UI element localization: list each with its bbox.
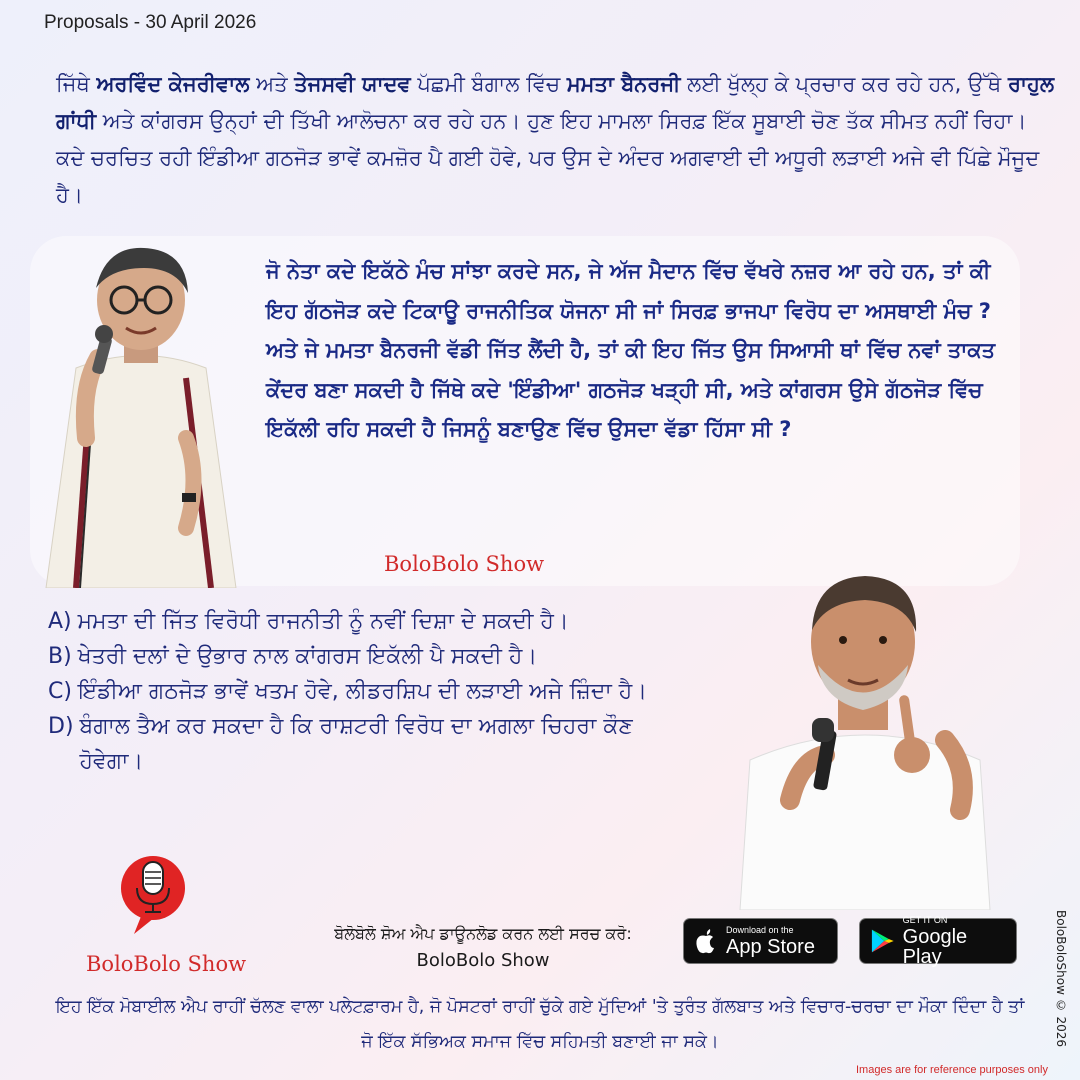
option-c[interactable] (48, 674, 688, 709)
intro-text: ਪੱਛਮੀ ਬੰਗਾਲ ਵਿੱਚ (410, 72, 567, 96)
app-store-button[interactable] (683, 918, 838, 964)
option-a[interactable] (48, 604, 688, 639)
option-b[interactable] (48, 639, 688, 674)
intro-text: ਲਈ ਖੁੱਲ੍ਹ ਕੇ ਪ੍ਰਚਾਰ ਕਰ ਰਹੇ ਹਨ, ਉੱਥੇ (680, 72, 1008, 96)
page-header: Proposals - 30 April 2026 (44, 12, 257, 33)
footer-text: ਇਹ ਇੱਕ ਮੋਬਾਈਲ ਐਪ ਰਾਹੀਂ ਚੱਲਣ ਵਾਲਾ ਪਲੇਟਫ਼ਾਰਮ ਹੈ, ਜੋ ਪੋਸਟਰਾਂ ਰਾਹੀਂ ਚੁੱਕੇ ਗਏ ਮੁੱਦਿਆਂ 'ਤੇ ਤੁਰੰਤ ਗੱਲਬਾਤ ਅਤੇ ਵਿਚਾਰ-ਚਰਚਾ ਦਾ ਮੌਕਾ ਦਿੰਦਾ ਹੈ ਤਾਂ ਜੋ ਇੱਕ ਸੱਭਿਅਕ ਸਮਾਜ ਵਿੱਚ ਸਹਿਮਤੀ ਬਣਾਈ ਜਾ ਸਕੇ। (55, 997, 1025, 1052)
app-store-label: App Store (726, 935, 815, 958)
option-text: ਇੰਡੀਆ ਗਠਜੋੜ ਭਾਵੇਂ ਖਤਮ ਹੋਵੇ, ਲੀਡਰਸ਼ਿਪ ਦੀ ਲੜਾਈ ਅਜੇ ਜ਼ਿੰਦਾ ਹੈ। (77, 679, 648, 704)
option-letter: A) (48, 609, 72, 634)
intro-name-kejriwal: ਅਰਵਿੰਦ ਕੇਜਰੀਵਾਲ (96, 72, 250, 96)
rahul-gandhi-image (730, 560, 1000, 910)
app-store-small-text: Download on the (726, 924, 794, 935)
option-text: ਮਮਤਾ ਦੀ ਜਿੱਤ ਵਿਰੋਧੀ ਰਾਜਨੀਤੀ ਨੂੰ ਨਵੀਂ ਦਿਸ਼ਾ ਦੇ ਸਕਦੀ ਹੈ। (77, 609, 569, 634)
option-letter: C) (48, 679, 72, 704)
google-play-icon (870, 927, 895, 955)
download-prompt (298, 920, 668, 974)
app-name: BoloBolo Show (416, 950, 550, 971)
brand-logo-text: BoloBolo Show (86, 952, 247, 976)
mamata-banerjee-image (36, 238, 246, 588)
google-play-button[interactable] (859, 914, 1017, 968)
apple-icon (694, 927, 718, 955)
intro-name-tejashwi: ਤੇਜਸਵੀ ਯਾਦਵ (294, 72, 411, 96)
microphone-icon (120, 852, 186, 936)
brand-watermark: BoloBolo Show (384, 552, 545, 576)
question-text (266, 252, 1016, 450)
question-part-1: ਜੋ ਨੇਤਾ ਕਦੇ ਇਕੱਠੇ ਮੰਚ ਸਾਂਝਾ ਕਰਦੇ ਸਨ, ਜੇ ਅੱਜ ਮੈਦਾਨ ਵਿੱਚ ਵੱਖਰੇ ਨਜ਼ਰ ਆ ਰਹੇ ਹਨ, ਤਾਂ ਕੀ ਇਹ ਗੱਠਜੋੜ ਕਦੇ ਟਿਕਾਊ ਰਾਜਨੀਤਿਕ ਯੋਜਨਾ ਸੀ ਜਾਂ ਸਿਰਫ਼ ਭਾਜਪਾ ਵਿਰੋਧ ਦਾ ਅਸਥਾਈ ਮੰਚ ? (266, 259, 991, 323)
reference-note: Images are for reference purposes only (856, 1064, 1048, 1076)
download-instruction: ਬੋਲੋਬੋਲੋ ਸ਼ੋਅ ਐਪ ਡਾਊਨਲੋਡ ਕਰਨ ਲਈ ਸਰਚ ਕਰੋ: (334, 924, 632, 943)
intro-name-rahul: ਰਾਹੁਲ ਗਾਂਧੀ (56, 72, 1055, 133)
google-play-label: Google Play (902, 925, 968, 968)
intro-text: ਅਤੇ (249, 72, 295, 96)
option-text: ਬੰਗਾਲ ਤੈਅ ਕਰ ਸਕਦਾ ਹੈ ਕਿ ਰਾਸ਼ਟਰੀ ਵਿਰੋਧ ਦਾ ਅਗਲਾ ਚਿਹਰਾ ਕੌਣ ਹੋਵੇਗਾ। (79, 714, 633, 774)
option-letter: D) (48, 714, 74, 739)
answer-options (48, 604, 688, 779)
option-text: ਖੇਤਰੀ ਦਲਾਂ ਦੇ ਉਭਾਰ ਨਾਲ ਕਾਂਗਰਸ ਇਕੱਲੀ ਪੈ ਸਕਦੀ ਹੈ। (77, 644, 538, 669)
intro-paragraph (56, 66, 1056, 214)
question-part-2: ਅਤੇ ਜੇ ਮਮਤਾ ਬੈਨਰਜੀ ਵੱਡੀ ਜਿੱਤ ਲੈਂਦੀ ਹੈ, ਤਾਂ ਕੀ ਇਹ ਜਿੱਤ ਉਸ ਸਿਆਸੀ ਥਾਂ ਵਿੱਚ ਨਵਾਂ ਤਾਕਤ ਕੇਂਦਰ ਬਣਾ ਸਕਦੀ ਹੈ ਜਿੱਥੇ ਕਦੇ 'ਇੰਡੀਆ' ਗਠਜੋੜ ਖੜ੍ਹੀ ਸੀ, ਅਤੇ ਕਾਂਗਰਸ ਉਸੇ ਗੱਠਜੋੜ ਵਿੱਚ ਇਕੱਲੀ ਰਹਿ ਸਕਦੀ ਹੈ ਜਿਸਨੂੰ ਬਣਾਉਣ ਵਿੱਚ ਉਸਦਾ ਵੱਡਾ ਹਿੱਸਾ ਸੀ ? (266, 338, 996, 441)
option-d[interactable] (48, 709, 688, 779)
copyright-text: BoloBoloShow © 2026 (1054, 910, 1068, 1048)
intro-text: ਅਤੇ ਕਾਂਗਰਸ ਉਨ੍ਹਾਂ ਦੀ ਤਿੱਖੀ ਆਲੋਚਨਾ ਕਰ ਰਹੇ ਹਨ। ਹੁਣ ਇਹ ਮਾਮਲਾ ਸਿਰਫ਼ ਇੱਕ ਸੂਬਾਈ ਚੋਣ ਤੱਕ ਸੀਮਤ ਨਹੀਂ ਰਿਹਾ। ਕਦੇ ਚਰਚਿਤ ਰਹੀ ਇੰਡੀਆ ਗਠਜੋੜ ਭਾਵੇਂ ਕਮਜ਼ੋਰ ਪੈ ਗਈ ਹੋਵੇ, ਪਰ ਉਸ ਦੇ ਅੰਦਰ ਅਗਵਾਈ ਦੀ ਅਧੂਰੀ ਲੜਾਈ ਅਜੇ ਵੀ ਪਿੱਛੇ ਮੌਜੂਦ ਹੈ। (56, 109, 1040, 207)
intro-name-mamata: ਮਮਤਾ ਬੈਨਰਜੀ (566, 72, 681, 96)
google-play-small-text: GET IT ON (902, 914, 948, 925)
intro-text: ਜਿੱਥੇ (56, 72, 97, 96)
option-letter: B) (48, 644, 72, 669)
